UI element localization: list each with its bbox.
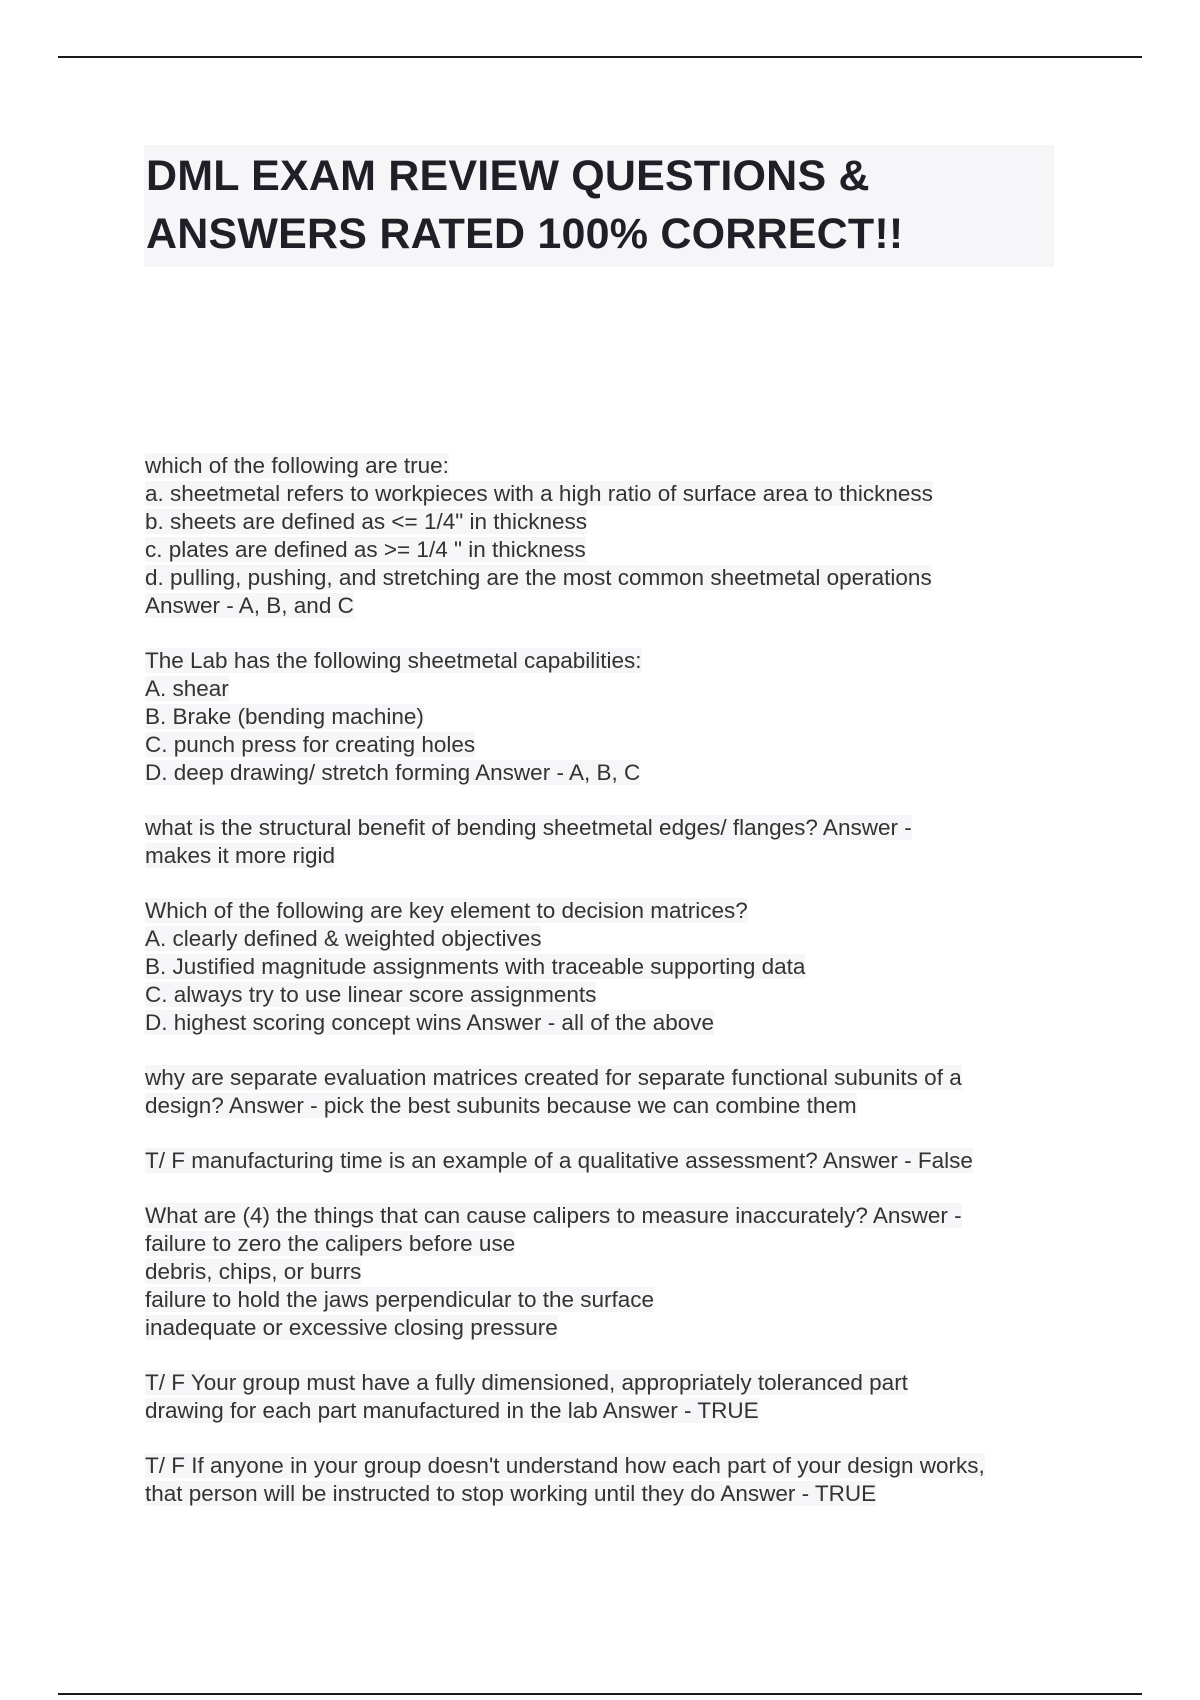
qa-item (145, 1452, 1065, 1508)
qa-item (145, 1147, 1065, 1175)
qa-answer-line: makes it more rigid (145, 843, 336, 868)
qa-line: C. punch press for creating holes (145, 732, 476, 757)
qa-line: A. shear (145, 676, 229, 701)
qa-line: The Lab has the following sheetmetal capabilities: (145, 648, 642, 673)
qa-line: d. pulling, pushing, and stretching are the most common sheetmetal operations (145, 565, 932, 590)
qa-answer-line: drawing for each part manufactured in the lab Answer - TRUE (145, 1398, 759, 1423)
qa-line: C. always try to use linear score assignments (145, 982, 597, 1007)
bottom-rule (58, 1693, 1142, 1695)
qa-line: What are (4) the things that can cause calipers to measure inaccurately? Answer - (145, 1203, 962, 1228)
qa-item (145, 647, 1065, 787)
qa-line: B. Brake (bending machine) (145, 704, 424, 729)
qa-line: what is the structural benefit of bending sheetmetal edges/ flanges? Answer - (145, 815, 912, 840)
qa-item (145, 1202, 1065, 1342)
qa-answer-line: D. deep drawing/ stretch forming Answer - A, B, C (145, 760, 641, 785)
title-line-2: ANSWERS RATED 100% CORRECT!! (146, 210, 904, 258)
qa-answer-line: D. highest scoring concept wins Answer - all of the above (145, 1010, 715, 1035)
qa-line: c. plates are defined as >= 1/4 " in thickness (145, 537, 586, 562)
qa-line: T/ F Your group must have a fully dimensioned, appropriately toleranced part (145, 1370, 908, 1395)
top-rule (58, 56, 1142, 58)
qa-item (145, 1064, 1065, 1120)
qa-answer-line: Answer - A, B, and C (145, 593, 354, 618)
qa-line: which of the following are true: (145, 453, 449, 478)
qa-line: Which of the following are key element to decision matrices? (145, 898, 748, 923)
qa-line: a. sheetmetal refers to workpieces with a high ratio of surface area to thickness (145, 481, 933, 506)
qa-answer-line: that person will be instructed to stop working until they do Answer - TRUE (145, 1481, 877, 1506)
qa-answer-line: inadequate or excessive closing pressure (145, 1315, 558, 1340)
qa-item (145, 897, 1065, 1037)
qa-line: b. sheets are defined as <= 1/4" in thickness (145, 509, 588, 534)
qa-item (145, 1369, 1065, 1425)
qa-line: A. clearly defined & weighted objectives (145, 926, 542, 951)
qa-item (145, 814, 1065, 870)
qa-answer-line: debris, chips, or burrs (145, 1259, 362, 1284)
qa-line: B. Justified magnitude assignments with traceable supporting data (145, 954, 806, 979)
qa-answer-line: T/ F manufacturing time is an example of a qualitative assessment? Answer - False (145, 1148, 973, 1173)
qa-line: why are separate evaluation matrices created for separate functional subunits of a (145, 1065, 962, 1090)
title-line-1: DML EXAM REVIEW QUESTIONS & (146, 152, 870, 200)
qa-item (145, 452, 1065, 620)
qa-answer-line: failure to zero the calipers before use (145, 1231, 516, 1256)
document-title (144, 145, 1054, 267)
qa-answer-line: failure to hold the jaws perpendicular to the surface (145, 1287, 655, 1312)
qa-answer-line: design? Answer - pick the best subunits because we can combine them (145, 1093, 857, 1118)
qa-line: T/ F If anyone in your group doesn't understand how each part of your design works, (145, 1453, 985, 1478)
qa-list (145, 452, 1065, 1535)
